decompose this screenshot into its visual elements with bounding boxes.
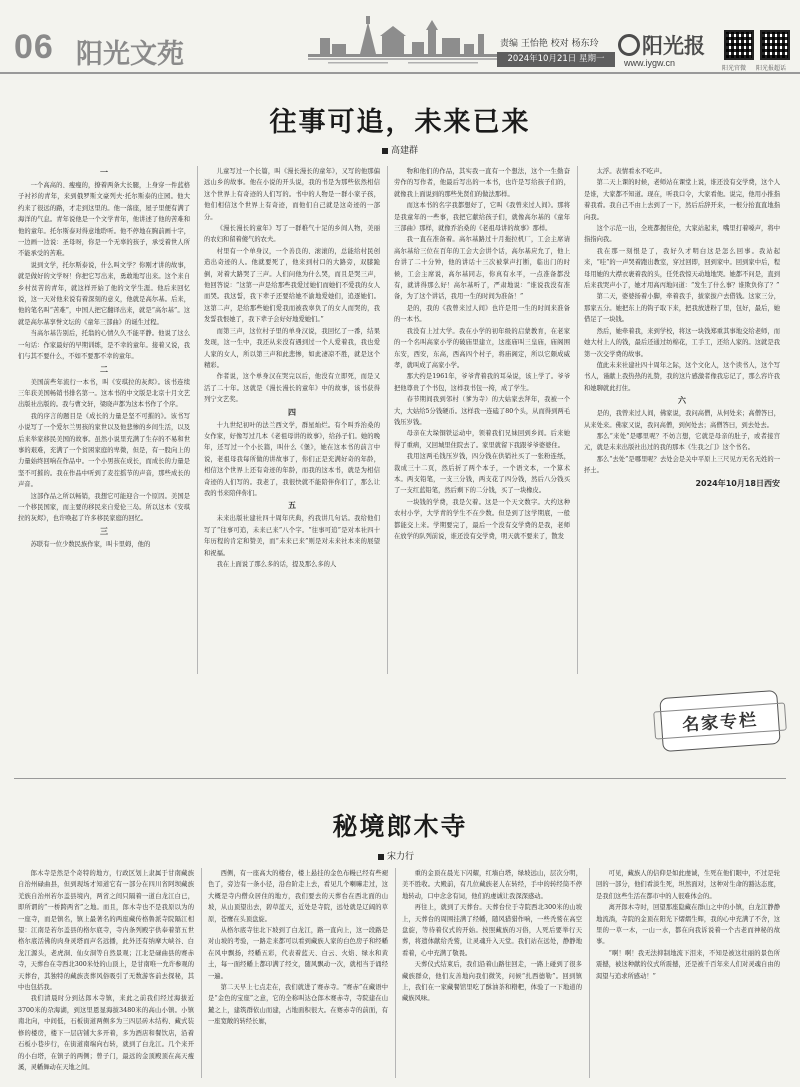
article-paragraph: 说到文学，托尔斯泰说，什么叫文学？你刚才讲的故事，就是做好的文学呀！你把它写出来，勇敢地写出来。这个来自乡村贫苦的青年，就这样开始了他的文学生涯。他后来回忆说，这一天对他来说有着深刻的意义，他就是高尔基。后来，他的笔名叫“苦难”，中国人把它翻译出来，就是“高尔基”。这就是高尔基享誉文坛的《童年三部曲》的诞生过程。 <box>18 261 190 326</box>
article-paragraph: 这个示范一出，全班都握住伦，大家站起来，嘴里打着嗓声，将中指指向我。 <box>584 225 780 244</box>
article-paragraph: “啊！啊！我无法抑制地流下泪来，不知是被这壮丽的景色所震撼，被这种献的仪式所震撼，还是被千百年来人们对灵魂自由的渴望与追求所感动！” <box>596 949 780 980</box>
issue-date: 2024年10月21日 星期一 <box>497 52 615 67</box>
column-divider <box>577 166 578 674</box>
article-paragraph: 未来出版社建社四十周年庆典，约我讲几句话。我给他们写了“往事可追，未来已来”八个字。“往事可追”是对本社四十年历程的肯定和赞美，而“未来已来”则是对未来社本来的展望和祝福。 <box>204 515 380 557</box>
logo-text: 阳光报 <box>642 34 705 58</box>
article-paragraph: 这部作品之所以畅销，我想它可能迎合一个原因。美国是一个移民国家，而主要的移民来自爱伦三岛。所以这本《安琪拉的灰烬》，也许唤起了许多移民家庭的回忆。 <box>18 492 190 523</box>
article-paragraph: 儿童写过一个长篇，叫《漫长漫长的童年》，又写的他那偏远山乡的故事。他在小说的开头说，我的书是为那些依然相信这个世界上有奇迹的人们写的。书中的人物是一群小家子孩，他们相信这个世界上有奇迹，而他们自己就是这奇迹的一部分。 <box>204 168 380 221</box>
badge-text: 名家专栏 <box>681 710 759 736</box>
article-paragraph: 作者说，这个单身汉在哭完以后，他没有立即死，而是又活了二十年。这就是《漫长漫长的童年》中的故事，该书获得列宁文艺奖。 <box>204 373 380 404</box>
section-number: 四 <box>288 407 296 417</box>
article-column <box>584 166 780 566</box>
article-paragraph: 从格尔底寺往北下坡到了白龙江，路一直向上，这一段路是对山坡的考验，一路走来都可以看到藏族人家的白色房子和经幡在风中飘扬，经幡五彩，代表着蓝天、白云、火焰、绿水和黄土，每一面经幡上都印满了经文，随风飘动一次，就相当于诵经一遍。 <box>208 927 388 980</box>
article-column <box>394 166 570 674</box>
article-paragraph: 我们清晨时分到达郎木寺镇，来此之前我们经过海拔近3700米的尕海湖，到这里恩显海拔3480米的高山小镇。小镇南北向，中间低，石板街道两侧多为三四层砖木结构、藏式装修的楼房，楼下一层店铺大多开着，多为酒店和餐饮店，沿着石板小巷步行，在街道南端向右转，就到了白龙江。几个来开的小白塔，在镇子的两侧；曾子门，最远的金顶殿顶在高天瘦溪，灵幡舞动在天地之间。 <box>18 995 194 1071</box>
column-divider <box>387 166 388 674</box>
article-paragraph: 而第三声，这位村子里的单身汉说，我回忆了一番，结果发现，这一生中，我还从来没有遇到过一个人爱着我，我也爱人家的女人，所以第三声和此悲惨，如此凄凉不胜，就是这个精彩。 <box>204 327 380 369</box>
article-paragraph: 我的序言的题目是《成长的力量是坚不可摧的》。该书写小说写了一个爱尔兰男孩的家世以及他悲惨的乡间生活，以及后来举家移民美国的故事。虽然小说里充满了生存的不易和世事的艰难，充满了一个贫困家庭的卑微，但是，有一股向上的力量始终回响在作品中。一个小男孩在成长，而成长的力量是坚不可摧的。我在作品中听到了麦茬摇节的声音，那些成长的声音。 <box>18 412 190 489</box>
article-paragraph: 郎木寺是然是个奇特的地方，行政区划上隶属于甘南藏族自治州碌曲县，但到现场才知道它有一部分在四川省阿坝藏族羌族自治州若尔盖县境内，两省之间只隔着一道白龙江白已，即所谓的“一桥跨两省”之地。而且，郎木寺也不是我原以为的一座寺，而是镇名，镇上最著名的两座藏传格鲁派寺院隔江相望：江南是若尔盖县的格尔底寺，寺内条列殿宇供奉着第五世格尔底活佛的肉身灵塔而声名远播，此外还有纳摩大峡谷、白龙江源头，老虎洞、仙女洞等自然景观；江北是碌曲县的赛赤寺，天葬台在寺西北300米处的山顶上，是甘南唯一允许参观的天葬台，其独特的藏族丧葬风俗吸引了无数游客前去探秘，其中也包括我。 <box>18 870 194 992</box>
article-column <box>18 868 194 1078</box>
article-signature: 2024年10月18日西安 <box>695 478 780 488</box>
article-paragraph: 美国前些年流行一本书，叫《安琪拉的灰烬》。该书连续三年获美国畅销书排名第一。这本书的中文版是北京十月文艺出版社出版的。我与曹文轩，梁晓声都为这本书作了个序。 <box>18 378 190 409</box>
article-paragraph: 春节期间我到邻村（爹为寺）的大姑家去拜年，我被一个大，大姑给5分钱硬币。这样我一连磕了80个头，从而得到两毛钱压岁钱。 <box>394 396 570 426</box>
column-divider <box>589 868 590 1078</box>
article-paragraph: 村里有一个单身汉，一个善良的、滚滚的，总能给村民创造出奇迹的人。他就要死了，他来到村口的大路旁，双膝跪倒，对着大路哭了三声。人们问他为什么哭，而且是哭三声，他回答说：“这第一声是给那些我爱过她们而她们不爱我的女人而哭。我这誓，我下辈子还要给她不渝地爱她们，追逐她们。这第二声，是给那些她们爱我而被我辜负了的女人而哭的，我发誓我恨她了，我下辈子会好好地爱她们。” <box>204 247 380 324</box>
page-number: 06 <box>14 28 54 66</box>
article-paragraph: 天葬仪式结束后，我们沿着山路往回走，一路上碰到了很多藏族群众，他们友善地向我们微笑，问候“扎西德勒”。回到镇上，我们在一家藏餐馆里吃了酥油茶和糌粑，体验了一下地道的藏族风味。 <box>402 961 582 1003</box>
qr-caption: 阳光官微 <box>722 65 747 72</box>
article-paragraph: 我一直在准备着。高尔基路过十月拖拉机厂，工会主席请高尔基给三位在百年的工会大会讲个话，高尔基应允了，他上台讲了二十分钟，他的讲话十三次被掌声打断，临出门的时候，工会主席说，高尔基同志，你真有水平，一点准备都没有，就讲得那么好！高尔基听了，严肃地说：“谁说我没有准备，为了这个讲话，我用一生的时间为准备！” <box>394 236 570 301</box>
column-divider <box>395 868 396 1078</box>
article-paragraph: 太浮。表情看永不吃声。 <box>596 168 666 175</box>
qr-caption: 阳光报超话 <box>756 65 787 72</box>
article-paragraph: 那么“来处”是哪里呢？不妨言想，它就是母亲的肚子，或者接宫元，就是未来出版社出过的我的那本《生我之门》这个书名。 <box>584 432 780 452</box>
article-paragraph: 《漫长漫长的童年》写了一群稚气十足的乡间人物，美丽的农妇和留着傻气的农夫。 <box>204 225 380 244</box>
article-paragraph: 离开郎木寺时，回望那座隐藏在群山之中的小镇，白龙江静静地流淌，寺院的金顶在阳光下熠熠生辉，我的心中充满了不舍，这里的一草一木，一山一水，都在向我诉说着一个古老而神秘的故事。 <box>596 904 780 946</box>
column-divider <box>201 868 202 1078</box>
article-paragraph: 值此未来社建社四十周年之际，这个文化人，这个读书人，这个写书人，谨献上我热热的礼赞，我的这片感激者像我忘记了，那么容许我和她聊就此打住。 <box>584 361 780 392</box>
section-number: 五 <box>288 501 296 511</box>
page-section-name: 阳光文苑 <box>76 39 184 70</box>
qr-code-icon <box>760 30 790 60</box>
article-paragraph: 十九世纪初叶的法兰西文学，群星灿烂。有个叫乔治桑的女作家，好像写过几本《老祖母讲的故事》，给孙子们。她的晚年，还写过一个小长篇，叫什么《堡》，她在这本书的前言中说，老祖母我每所做的讲故事了，你们正是充满好奇的年龄，相信这个世界上还有奇迹的年龄，而我的这本书，就是为相信奇迹的人们写的。我老了，我很快就不能陪伴你们了，那么让我的书来陪伴你们。 <box>204 421 380 497</box>
article-paragraph: 而这本书的名字我都想好了，它叫《我曾来过人间》。那将是我童年的一些事，我把它献给孩子们，就像高尔基的《童年三部曲》那样，就像乔治桑的《老祖母讲的故事》那样。 <box>394 202 570 233</box>
article-paragraph: 重的金顶在晨光下闪耀，红墙白塔，绿坡远山，层次分明，美不胜收。大殿前，有几位藏族老人在转经，手中的转经筒不停地转动，口中念念有词，他们的虔诚让我深深感动。 <box>402 870 582 900</box>
section-number: 三 <box>100 526 108 536</box>
article-paragraph: 我用这两毛钱压岁钱，四分钱在供销社买了一张粉连纸，裁成三十二页，然后折了两个本子，一个语文本，一个算术本。两支铅笔，一支三分钱，两支花了四分钱，然后八分钱买了一支红蓝铅笔，然后剩下的二分钱，买了一块橡皮。 <box>394 453 570 495</box>
article-column <box>204 166 380 674</box>
article-paragraph: 母亲在大垛铜铁运动中，领着我们兄妹回到乡间。后来她得了重病，又回城里住院去了。家里就留下我跟爷爷婆婆住。 <box>394 430 570 449</box>
article-paragraph: 第二天上课的时候，老师站在课堂上说，谁还没有交学费，这个人是谁，大家都不知道。现在，听我口令，大家看他。说完，他用小推指着我看。我自己不由上去到了一下，然后后辞开来，一根分抬直直地指向我。 <box>584 179 780 221</box>
article-paragraph: 物和他们的作品，其实我一直有一个想法，这个一生勤奋劳作的写作者，他最后写出的一本书，也许是写给孩子们的，就像我上面说到的那些先贤们的做法那样。 <box>394 168 570 198</box>
article-paragraph: 是的，我曾来过人间，佛家说，我问高僧，从何处来；高僧答曰，从来处来。佛家又说，我问高僧，到何处去；高僧答曰，到去处去。 <box>584 410 780 429</box>
column-badge <box>659 690 780 752</box>
newspaper-logo <box>618 30 705 60</box>
article-paragraph: 我没有上过大学。我在小学的初年级的启蒙教育，在老家的一个名叫高家小学的破庙里建立，这座庙叫三皇庙，庙阁围东安，西安，东高，西高四个村子，将庙阁定，所以它颇成威孝，就叫成了高家小学。 <box>394 327 570 369</box>
article-paragraph: 那么“去处”是哪里呢？去处会是关中平原上三尺见方无名无姓的一抔土。 <box>584 455 780 475</box>
article-paragraph: 当高尔基告别后，托翁的心情久久不能平静。他说了这么一句话：作家最好的早期训练，是不幸的童年。接着又说，我们与其不要什么，不如不要那不幸的童年。 <box>18 330 190 361</box>
article-paragraph: 那大约是1961年，爷爷背着我的耳朵说，该上学了。爷爷把他尊贵了个书包，这样我书包一挎，成了学生。 <box>394 373 570 392</box>
article-column <box>596 868 780 1078</box>
article-paragraph: 一块钱的学费，我是欠着。这是一个天文数字。大约这种农村小学，大学青的学生不在少数。但是到了这学期底，一般都能交上来。学期要完了，最后一个没有交学费的是我，老师在放学的队列前说，谁还没有交学费，明天就不要来了，散发 <box>394 498 570 540</box>
page-header <box>0 0 800 76</box>
article-title: 往事可追，未来已来 <box>269 107 531 138</box>
header-rule <box>0 72 800 74</box>
article-paragraph: 第二天早上七点走在，我们就进了赛赤寺。“赛赤”在藏语中是“金色的宝座”之意，它的全称叫达仓郎木赛赤寺，寺院建在山麓之上，建筑群依山而建，占地面积很大。在赛赤寺的前面，有一座宽敞的转经长廊， <box>208 984 388 1026</box>
article-paragraph: 苏联有一位少数民族作家，叫卡里姆，他的 <box>30 540 151 548</box>
website-url[interactable]: www.iygw.cn <box>624 58 676 68</box>
city-skyline-illustration <box>308 8 498 68</box>
article-paragraph: 第二天，婆婆扬着小脚，牵着我手，拔家拔户去借钱。这家三分，那家五分。她把东上的钩子取下来，把我放进粉了里，包好，最后，她借足了一块钱。 <box>584 293 780 324</box>
article-author: 宋力行 <box>378 849 414 862</box>
column-divider <box>197 166 198 674</box>
article-paragraph: 可见，藏族人的信仰是如此虔诚，生死在他们眼中，不过是轮回的一部分，他们看淡生死，坦然面对，这种对生命的豁达态度，是我们这些生活在都市中的人很难体会的。 <box>596 870 780 900</box>
section-number: 二 <box>100 364 108 374</box>
article-paragraph: 西侧，有一座高大的楼台，楼上悬挂的金色布幔已经有些褪色了，旁边有一条小径，沿台阶走上去，看见几个喇嘛走过，这大概是寺内僧众居住的地方，我们要去的天葬台在西北面的山坡，从山顶望出去，碧草蓝天，近处是寺院，远处就是辽阔的草原，苍鹰在头顶盘旋。 <box>208 870 388 923</box>
article-author: 高建群 <box>382 143 418 156</box>
article-paragraph: 一个高高的、瘦瘦的，撩着两条大长腿，上身穿一件蓝格子衬衫的青年，来到俄罗斯文豪列夫·托尔斯泰的庄园。他大约来了很远的路，才走到这里的。他一落座，屋子里便有满了海洋的气息。青年说他是一个文学青年，他讲述了他的苦难和他的童年。托尔斯泰对得意地聆听。他不停地在胸前画十字，一边画一边说：圣母呀，你是一个无辜的孩子，承受着世人所不能承受的苦难。 <box>18 182 190 258</box>
section-number: 一 <box>100 168 108 177</box>
article-paragraph: 然后，她牵着我，来到学校，将这一块钱郑重其事地交给老师，而她大村上人的钱，最后还通过纺棉花，工手工，还给人家的。这就是我第一次交学费的故事。 <box>584 327 780 358</box>
article-paragraph: 再往上，就到了天葬台。天葬台位于寺院西北300米的山坡上，天葬台的周围挂满了经幡，随风猎猎作响，一些秃鹫在高空盘旋，等待着仪式的开始。按照藏族的习俗，人死后要举行天葬，将遗体献给秃鹫，让灵魂升入天堂。我们站在远处，静静地看着，心中充满了敬畏。 <box>402 904 582 957</box>
article-column <box>18 166 190 674</box>
section-number: 六 <box>678 396 686 406</box>
article-paragraph: 我在那一刻恨是了，我好久才明白这是怎么回事。我站起来，“哇”的一声哭着跑出教室，穿过回即，回到家中。回到家中后，程母用她的大襟衣裹着我的头，任凭我惊天动地地哭。她都不问是，直到后来我哭声小了，她才用高丙地问道：“发生了什么事？谁欺负你了？” <box>584 247 780 290</box>
logo-sun-icon <box>618 34 640 56</box>
article-paragraph: 是的，我的《我曾来过人间》也许是用一生的时间来准备的一本书。 <box>394 304 570 324</box>
article-column <box>208 868 388 1078</box>
article-separator <box>14 778 786 779</box>
article-title: 秘境郎木寺 <box>332 812 468 841</box>
article-column <box>402 868 582 1078</box>
editor-credit: 责编 王怡艳 校对 杨东玲 <box>500 39 599 49</box>
qr-code-icon <box>724 30 754 60</box>
article-paragraph: 我在上面说了那么多的话，提及那么多的人 <box>216 561 337 568</box>
